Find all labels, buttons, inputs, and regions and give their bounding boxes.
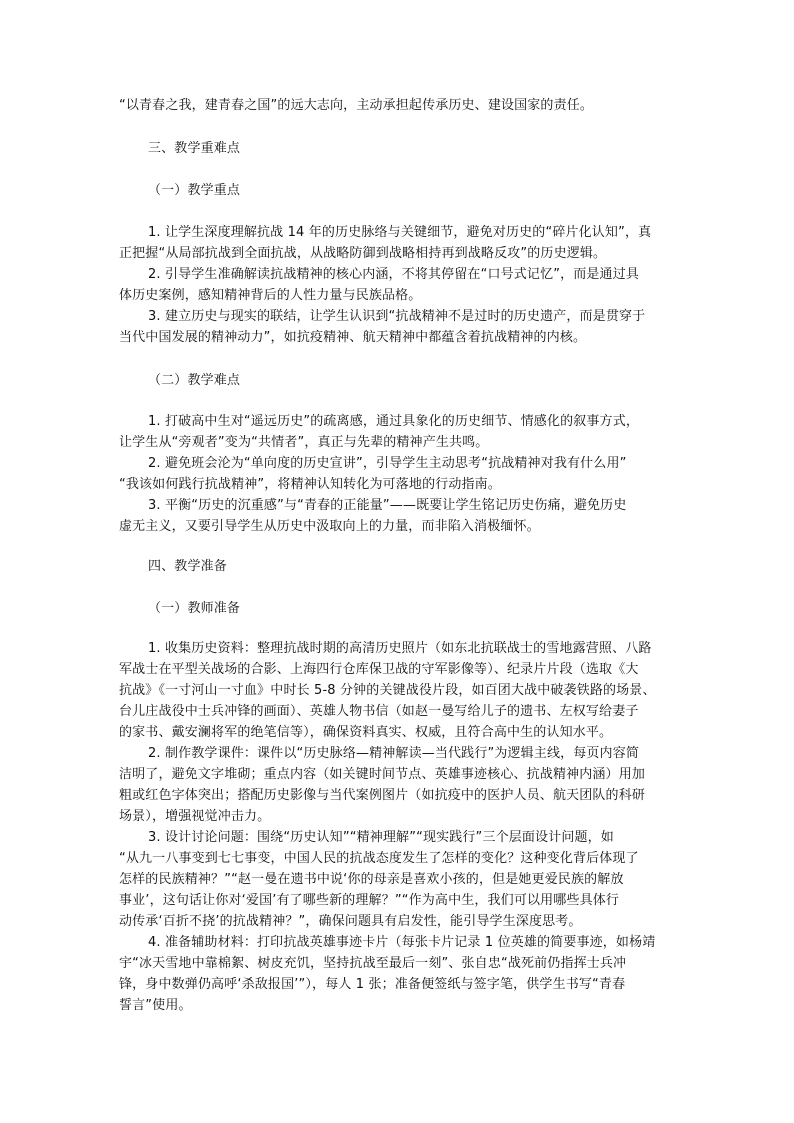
text-line: 怎样的民族精神？”“赵一曼在遗书中说‘你的母亲是喜欢小孩的，但是她更爱民族的解放 (119, 872, 624, 887)
text-line: “从九一八事变到七七事变，中国人民的抗战态度发生了怎样的变化？这种变化背后体现了 (119, 851, 639, 866)
text-line: 的家书、戴安澜将军的绝笔信等），确保资料真实、权威，且符合高中生的认知水平。 (119, 725, 613, 740)
text-line: “我该如何践行抗战精神”，将精神认知转化为可落地的行动指南。 (119, 477, 501, 492)
text-line: 宇“冰天雪地中靠棉絮、树皮充饥，坚持抗战至最后一刻”、张自忠“战死前仍指挥士兵冲 (119, 956, 627, 971)
text-line: “以青春之我，建青春之国”的远大志向，主动承担起传承历史、建设国家的责任。 (119, 98, 594, 113)
text-line: 场景），增强视觉冲击力。 (119, 809, 271, 824)
text-line: 3. 设计讨论问题：围绕“历史认知”“精神理解”“现实践行”三个层面设计问题，如 (148, 830, 614, 845)
text-line: 誓言”使用。 (119, 998, 192, 1013)
text-line: 1. 打破高中生对“遥远历史”的疏离感，通过具象化的历史细节、情感化的叙事方式， (148, 414, 640, 429)
text-line: 动传承‘百折不挠’的抗战精神？”，确保问题具有启发性，能引导学生深度思考。 (119, 914, 582, 929)
text-line: 2. 避免班会沦为“单向度的历史宣讲”，引导学生主动思考“抗战精神对我有什么用” (148, 456, 627, 471)
text-line: 3. 平衡“历史的沉重感”与“青春的正能量”——既要让学生铭记历史伤痛，避免历史 (148, 498, 627, 513)
text-line: 2. 制作教学课件：课件以“历史脉络—精神解读—当代践行”为逻辑主线，每页内容简 (148, 746, 640, 761)
text-line: 虚无主义，又要引导学生从历史中汲取向上的力量，而非陷入消极缅怀。 (119, 519, 540, 534)
text-line: 洁明了，避免文字堆砌；重点内容（如关键时间节点、英雄事迹核心、抗战精神内涵）用加 (119, 767, 646, 782)
text-line: 4. 准备辅助材料：打印抗战英雄事迹卡片（每张卡片记录 1 位英雄的简要事迹，如杨靖 (148, 935, 656, 950)
text-line: 体历史案例，感知精神背后的人性力量与民族品格。 (119, 288, 422, 303)
subsection-heading: （二）教学难点 (148, 373, 241, 388)
text-line: 军战士在平型关战场的合影、上海四行仓库保卫战的守军影像等）、纪录片片段（选取《大 (119, 662, 639, 677)
subsection-heading: （一）教学重点 (148, 183, 241, 198)
text-line: 事业’，这句话让你对‘爱国’有了哪些新的理解？”“作为高中生，我们可以用哪些具体行 (119, 893, 620, 908)
section-heading: 三、教学重难点 (148, 141, 241, 156)
section-heading: 四、教学准备 (148, 559, 227, 574)
text-line: 1. 收集历史资料：整理抗战时期的高清历史照片（如东北抗联战士的雪地露营照、八路 (148, 641, 652, 656)
text-line: 正把握“从局部抗战到全面抗战，从战略防御到战略相持再到战略反攻”的历史逻辑。 (119, 246, 607, 261)
text-line: 1. 让学生深度理解抗战 14 年的历史脉络与关键细节，避免对历史的“碎片化认知”，真 (148, 225, 652, 240)
text-line: 台儿庄战役中士兵冲锋的画面）、英雄人物书信（如赵一曼写给儿子的遗书、左权写给妻子 (119, 704, 639, 719)
text-line: 抗战》《一寸河山一寸血》中时长 5-8 分钟的关键战役片段，如百团大战中破袭铁路的场景、 (119, 683, 656, 698)
text-line: 让学生从“旁观者”变为“共情者”，真正与先辈的精神产生共鸣。 (119, 435, 489, 450)
text-line: 当代中国发展的精神动力”，如抗疫精神、航天精神中都蕴含着抗战精神的内核。 (119, 330, 587, 345)
text-line: 2. 引导学生准确解读抗战精神的核心内涵，不将其停留在“口号式记忆”，而是通过具 (148, 267, 640, 282)
text-line: 粗或红色字体突出；搭配历史影像与当代案例图片（如抗疫中的医护人员、航天团队的科研 (119, 788, 646, 803)
subsection-heading: （一）教师准备 (148, 601, 241, 616)
text-line: 3. 建立历史与现实的联结，让学生认识到“抗战精神不是过时的历史遗产，而是贯穿于 (148, 309, 646, 324)
text-line: 锋，身中数弹仍高呼‘杀敌报国’”），每人 1 张；准备便签纸与签字笔，供学生书写“青春 (119, 977, 626, 992)
